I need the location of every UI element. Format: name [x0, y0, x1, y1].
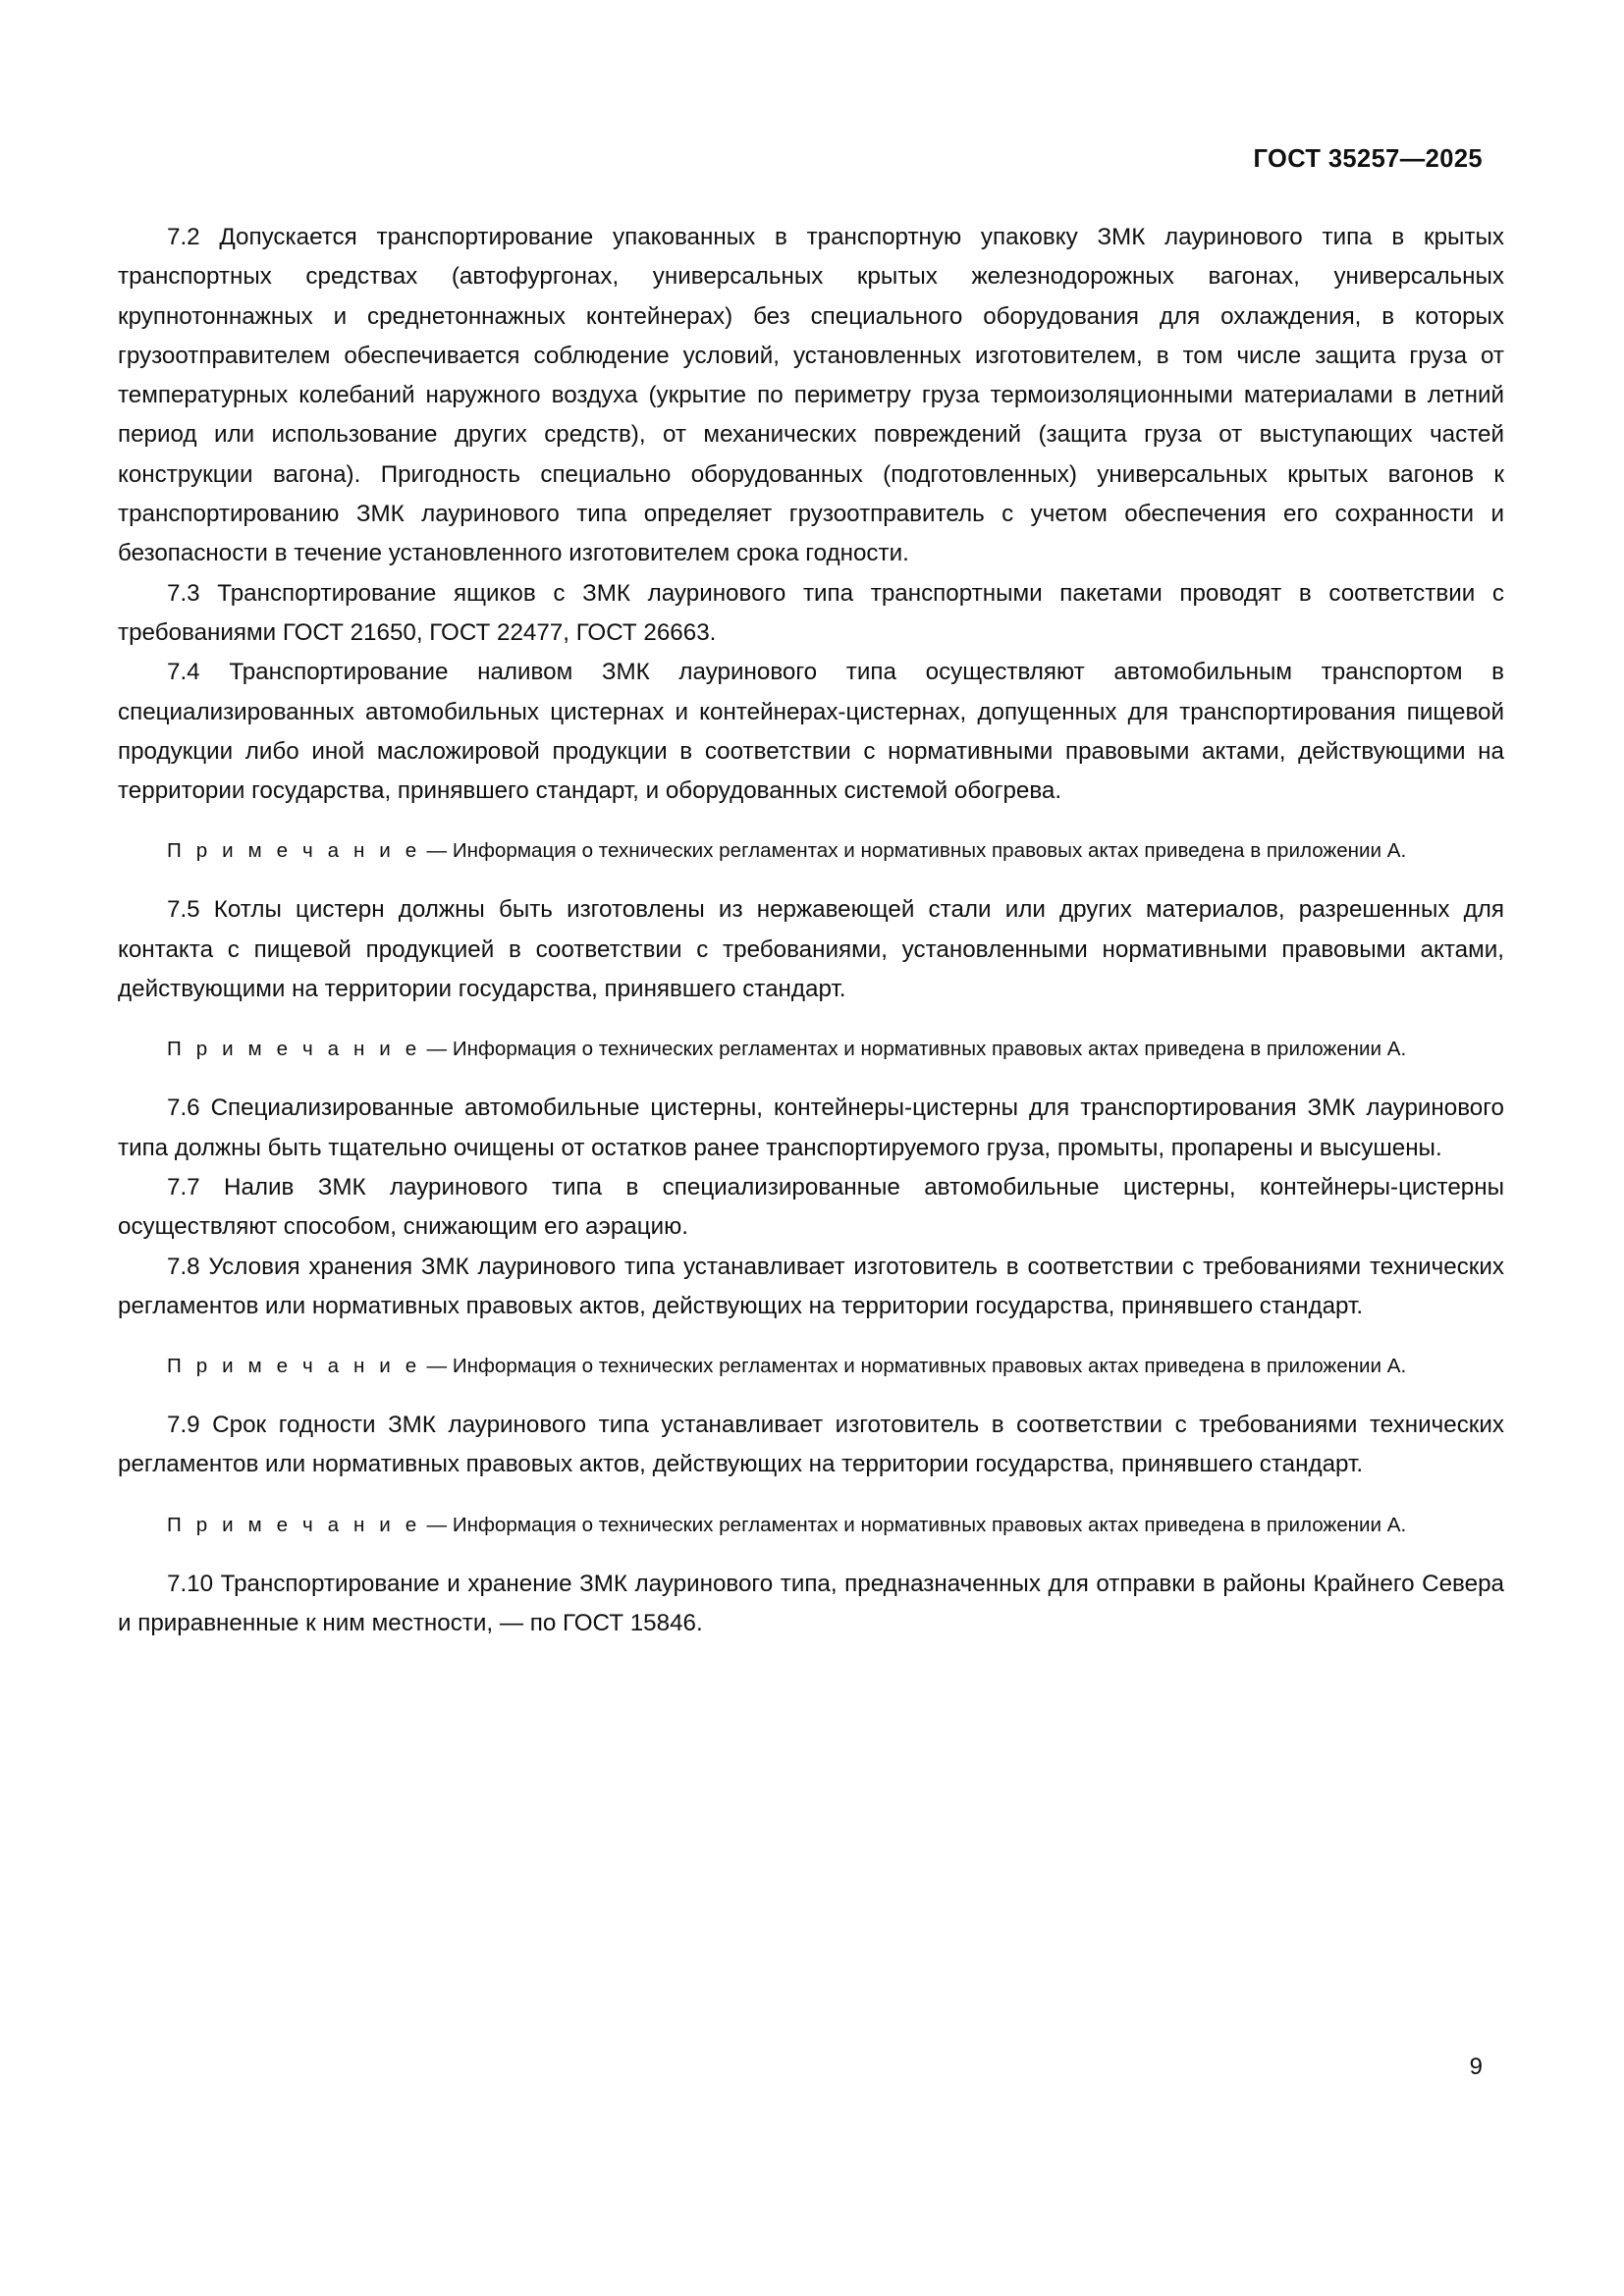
- note-2-text: — Информация о технических регламентах и нормативных правовых актах приведена в приложении А.: [420, 1038, 1407, 1061]
- clause-7-4-paragraph: 7.4 Транспортирование наливом ЗМК лауринового типа осуществляют автомобильным транспортом в специализированных автомобильных цистернах и контейнерах-цистернах, допущенных для транспортирования пищевой продукции либо иной масложировой продукции в соответствии с нормативными правовыми актами, действующими на территории государства, принявшего стандарт, и оборудованных системой обогрева.: [118, 659, 1504, 805]
- document-body: [118, 218, 1504, 1643]
- page-number: 9: [1469, 2054, 1483, 2080]
- clause-7-6-paragraph: 7.6 Специализированные автомобильные цистерны, контейнеры-цистерны для транспортирования ЗМК лауринового типа должны быть тщательно очищены от остатков ранее транспортируемого груза, промыты, пропарены и высушены.: [118, 1095, 1504, 1161]
- page-header-standard-number: ГОСТ 35257—2025: [1253, 145, 1483, 173]
- clause-7-7-paragraph: 7.7 Налив ЗМК лауринового типа в специализированные автомобильные цистерны, контейнеры-цистерны осуществляют способом, снижающим его аэрацию.: [118, 1173, 1504, 1241]
- note-1-label: П р и м е ч а н и е: [167, 839, 421, 863]
- note-2-label: П р и м е ч а н и е: [167, 1038, 421, 1061]
- clause-7-3-paragraph: 7.3 Транспортирование ящиков с ЗМК лауринового типа транспортными пакетами проводят в соответствии с требованиями ГОСТ 21650, ГОСТ 22477, ГОСТ 26663.: [118, 579, 1504, 646]
- note-1-text: — Информация о технических регламентах и нормативных правовых актах приведена в приложении А.: [420, 839, 1407, 863]
- note-1: [118, 834, 1504, 867]
- note-3-text: — Информация о технических регламентах и нормативных правовых актах приведена в приложении А.: [420, 1355, 1407, 1378]
- note-4-text: — Информация о технических регламентах и нормативных правовых актах приведена в приложении А.: [420, 1513, 1407, 1536]
- clause-7-2-paragraph: 7.2 Допускается транспортирование упакованных в транспортную упаковку ЗМК лауринового типа в крытых транспортных средствах (автофургонах, универсальных крытых железнодорожных вагонах, универсальных крупнотоннажных и среднетоннажных контейнерах) без специального оборудования для охлаждения, в которых грузоотправителем обеспечивается соблюдение условий, установленных изготовителем, в том числе защита груза от температурных колебаний наружного воздуха (укрытие по периметру груза термоизоляционными материалами в летний период или использование других средств), от механических повреждений (защита груза от выступающих частей конструкции вагона). Пригодность специально оборудованных (подготовленных) универсальных крытых вагонов к транспортированию ЗМК лауринового типа определяет грузоотправитель с учетом обеспечения его сохранности и безопасности в течение установленного изготовителем срока годности.: [118, 224, 1504, 567]
- note-2: [118, 1033, 1504, 1065]
- note-4: [118, 1509, 1504, 1541]
- note-3: [118, 1350, 1504, 1382]
- clause-7-5-paragraph: 7.5 Котлы цистерн должны быть изготовлены из нержавеющей стали или других материалов, разрешенных для контакта с пищевой продукцией в соответствии с требованиями, установленными нормативными правовыми актами, действующими на территории государства, принявшего стандарт.: [118, 896, 1504, 1003]
- note-4-label: П р и м е ч а н и е: [167, 1513, 421, 1536]
- clause-7-8-paragraph: 7.8 Условия хранения ЗМК лауринового типа устанавливает изготовитель в соответствии с требованиями технических регламентов или нормативных правовых актов, действующих на территории государства, принявшего стандарт.: [118, 1253, 1504, 1319]
- clause-7-9-paragraph: 7.9 Срок годности ЗМК лауринового типа устанавливает изготовитель в соответствии с требованиями технических регламентов или нормативных правовых актов, действующих на территории государства, принявшего стандарт.: [118, 1412, 1504, 1478]
- note-3-label: П р и м е ч а н и е: [167, 1355, 421, 1378]
- clause-7-10-paragraph: 7.10 Транспортирование и хранение ЗМК лауринового типа, предназначенных для отправки в районы Крайнего Севера и приравненные к ним местности, — по ГОСТ 15846.: [118, 1570, 1504, 1637]
